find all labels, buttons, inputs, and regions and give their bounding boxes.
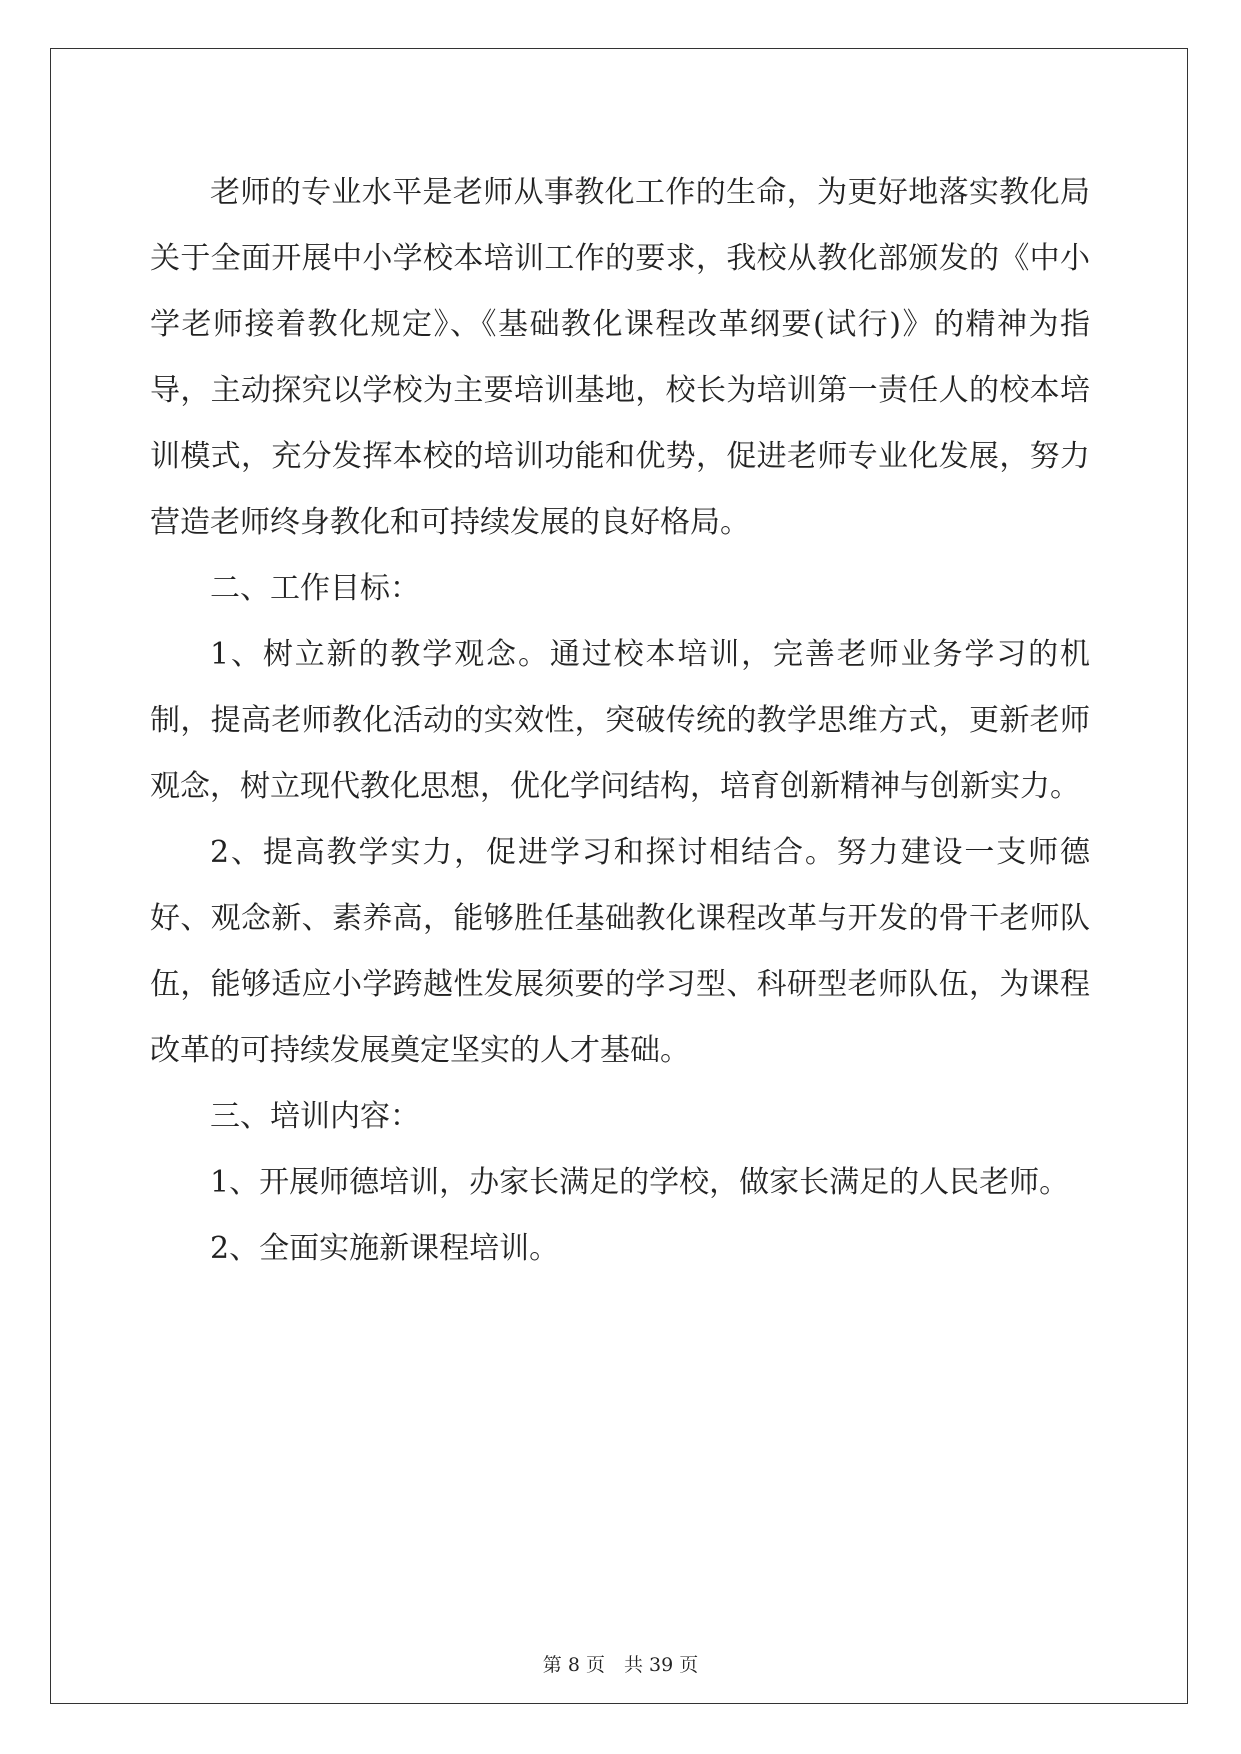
paragraph-content-1: 1、开展师德培训，办家长满足的学校，做家长满足的人民老师。 (210, 1165, 1070, 1200)
document-body (150, 160, 1090, 1282)
paragraph-intro: 老师的专业水平是老师从事教化工作的生命，为更好地落实教化局关于全面开展中小学校本培训工作的要求，我校从教化部颁发的《中小学老师接着教化规定》、《基础教化课程改革纲要(试行)》的精神为指导，主动探究以学校为主要培训基地，校长为培训第一责任人的校本培训模式，充分发挥本校的培训功能和优势，促进老师专业化发展，努力营造老师终身教化和可持续发展的良好格局。 (150, 175, 1090, 540)
paragraph-goal-1: 1、树立新的教学观念。通过校本培训，完善老师业务学习的机制，提高老师教化活动的实效性，突破传统的教学思维方式，更新老师观念，树立现代教化思想，优化学问结构，培育创新精神与创新实力。 (150, 637, 1090, 804)
heading-work-goals: 二、工作目标： (210, 571, 420, 606)
paragraph-goal-2: 2、提高教学实力，促进学习和探讨相结合。努力建设一支师德好、观念新、素养高，能够胜任基础教化课程改革与开发的骨干老师队伍，能够适应小学跨越性发展须要的学习型、科研型老师队伍，为课程改革的可持续发展奠定坚实的人才基础。 (150, 835, 1090, 1068)
paragraph-content-2: 2、全面实施新课程培训。 (210, 1231, 560, 1266)
page-number-footer: 第 8 页 共 39 页 (542, 1654, 699, 1676)
heading-training-content: 三、培训内容： (210, 1099, 420, 1134)
